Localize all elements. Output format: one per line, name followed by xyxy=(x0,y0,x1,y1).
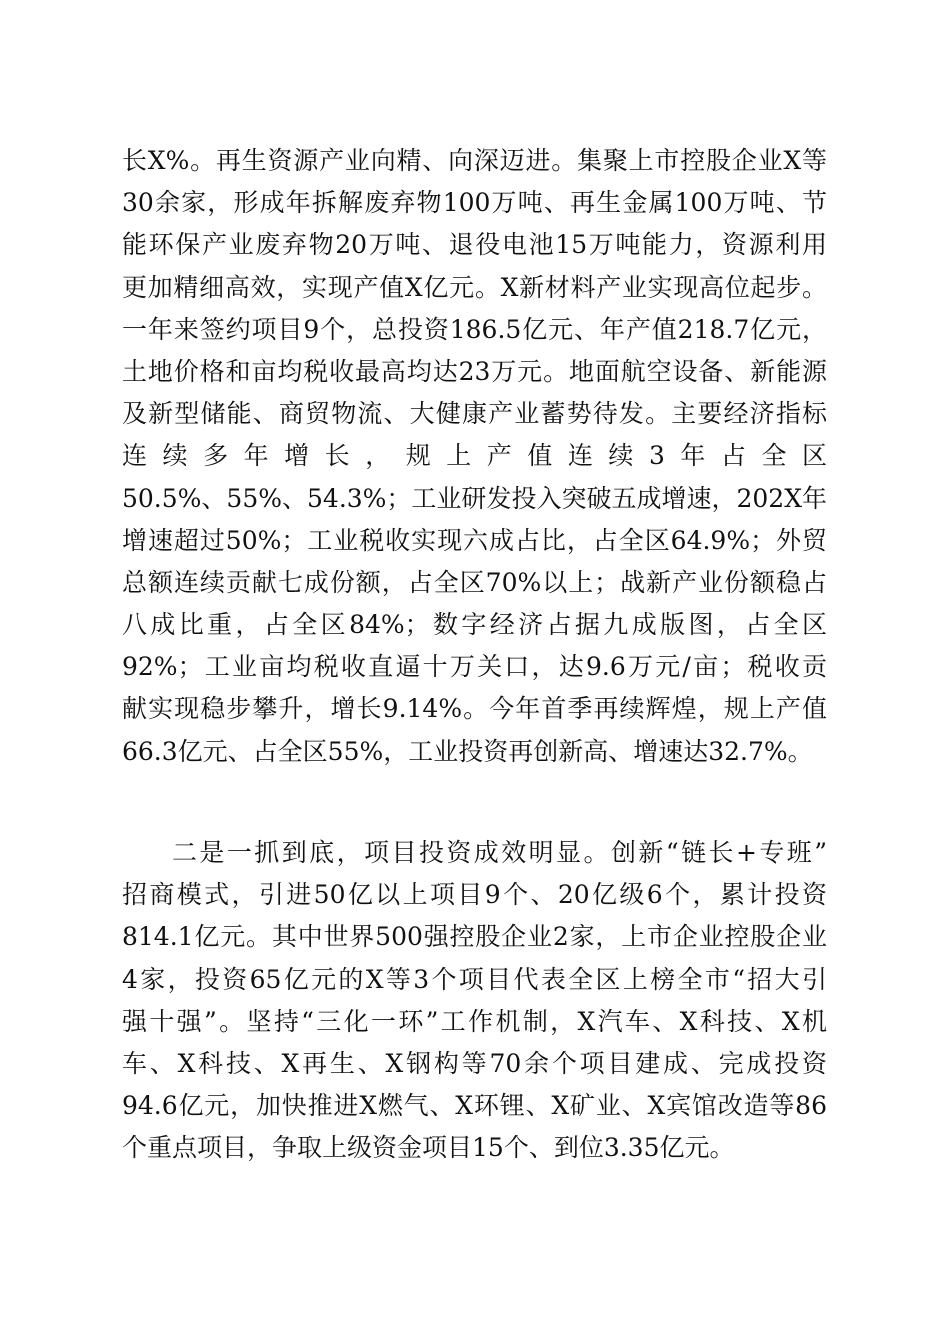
text-line: 总额连续贡献七成份额，占全区70%以上；战新产业份额稳占 xyxy=(122,567,827,597)
text-line: 强十强”。坚持“三化一环”工作机制，X汽车、X科技、X机 xyxy=(122,1006,827,1036)
text-line: 个重点项目，争取上级资金项目15个、到位3.35亿元。 xyxy=(122,1133,735,1163)
text-line: 长X%。再生资源产业向精、向深迈进。集聚上市控股企业X等 xyxy=(122,146,827,175)
text-line: 一年来签约项目9个，总投资186.5亿元、年产值218.7亿元， xyxy=(122,314,827,344)
text-line: 增速超过50%；工业税收实现六成占比，占全区64.9%；外贸 xyxy=(122,525,827,555)
text-line: 更加精细高效，实现产值X亿元。X新材料产业实现高位起步。 xyxy=(122,272,827,302)
text-line: 连续多年增长，规上产值连续3年占全区 xyxy=(122,441,827,471)
paragraph-project-investment xyxy=(122,832,827,1170)
text-line: 土地价格和亩均税收最高均达23万元。地面航空设备、新能源 xyxy=(122,356,827,386)
text-line: 二是一抓到底，项目投资成效明显。创新“链长+专班” xyxy=(172,838,827,867)
text-line: 八成比重，占全区84%；数字经济占据九成版图，占全区 xyxy=(122,610,827,640)
text-line: 94.6亿元，加快推进X燃气、X环锂、X矿业、X宾馆改造等86 xyxy=(122,1091,827,1121)
text-line: 车、X科技、X再生、X钢构等70余个项目建成、完成投资 xyxy=(122,1048,827,1078)
text-line: 814.1亿元。其中世界500强控股企业2家，上市企业控股企业 xyxy=(122,922,827,952)
text-line: 30余家，形成年拆解废弃物100万吨、再生金属100万吨、节 xyxy=(122,188,827,218)
text-line: 66.3亿元、占全区55%，工业投资再创新高、增速达32.7%。 xyxy=(122,736,813,766)
text-line: 4家，投资65亿元的X等3个项目代表全区上榜全市“招大引 xyxy=(122,964,827,994)
text-line: 92%；工业亩均税收直逼十万关口，达9.6万元/亩；税收贡 xyxy=(122,652,827,682)
text-line: 献实现稳步攀升，增长9.14%。今年首季再续辉煌，规上产值 xyxy=(122,694,827,724)
text-line: 招商模式，引进50亿以上项目9个、20亿级6个，累计投资 xyxy=(122,880,827,910)
paragraph-economic-indicators xyxy=(122,140,827,773)
text-line: 及新型储能、商贸物流、大健康产业蓄势待发。主要经济指标 xyxy=(122,399,827,429)
text-line: 能环保产业废弃物20万吨、退役电池15万吨能力，资源利用 xyxy=(122,230,827,260)
text-line: 50.5%、55%、54.3%；工业研发投入突破五成增速，202X年 xyxy=(122,483,827,513)
